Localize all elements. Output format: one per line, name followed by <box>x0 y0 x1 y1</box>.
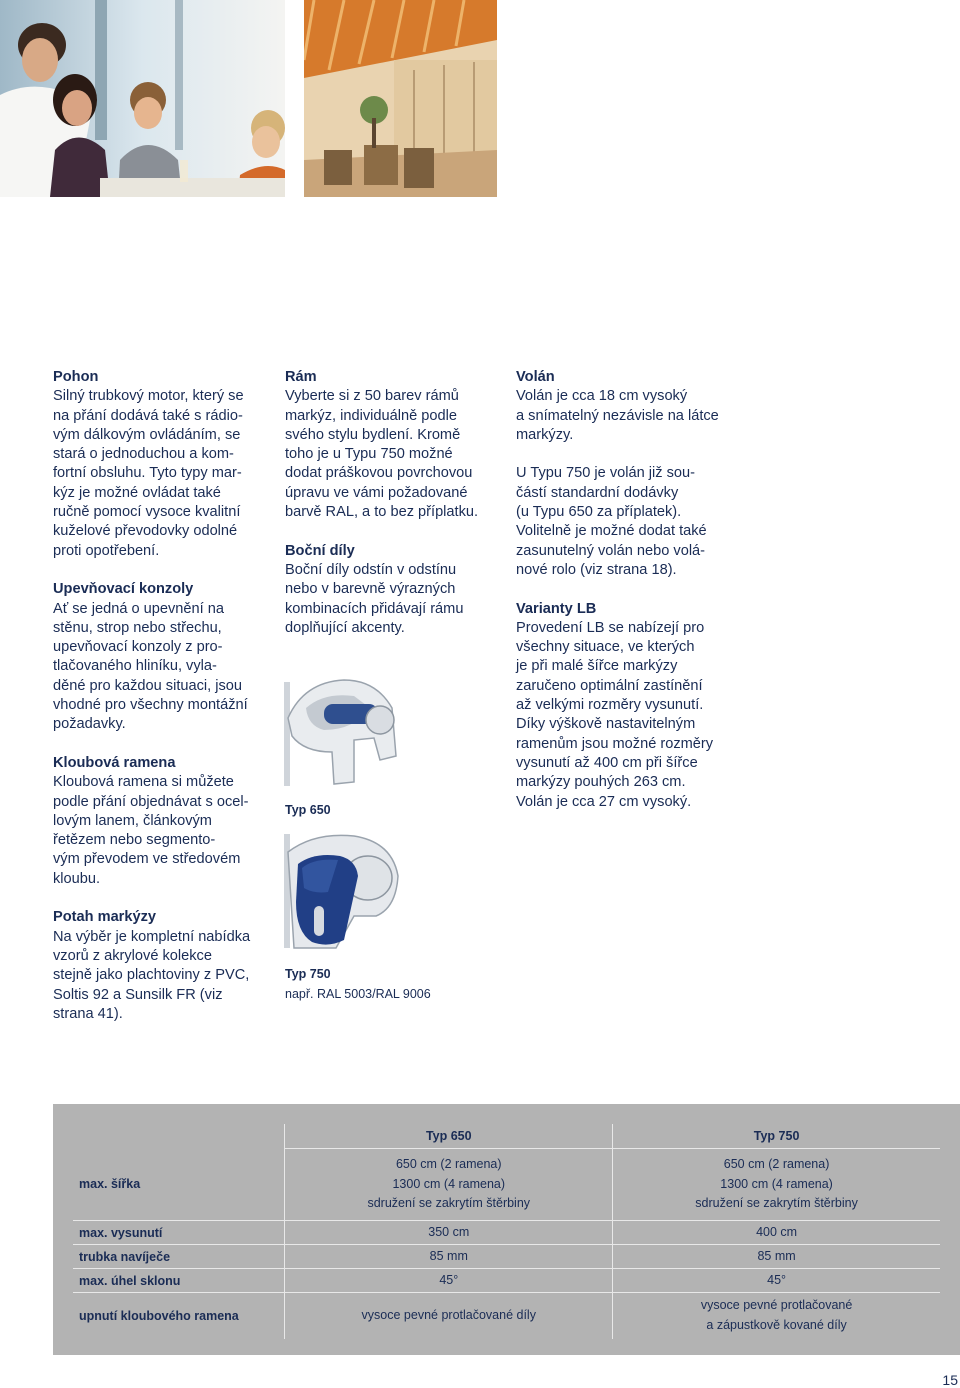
table-header-row <box>73 1124 940 1149</box>
section-kloubova-ramena <box>53 754 278 889</box>
middle-column <box>285 368 510 657</box>
section-potah-markyzy <box>53 908 278 1024</box>
table-row <box>73 1269 940 1293</box>
row-value-750: 650 cm (2 ramena) 1300 cm (4 ramena) sdružení se zakrytím štěrbiny <box>613 1149 940 1221</box>
section-text: Volán je cca 18 cm vysoký a snímatelný nezávisle na látce markýzy. <box>516 388 719 443</box>
page-number: 15 <box>942 1372 958 1388</box>
spec-table <box>73 1124 940 1339</box>
section-text: Kloubová ramena si můžete podle přání objednávat s ocel- lovým lanem, článkovým řetězem nebo segmento- vým převodem ve středovém kloubu. <box>53 774 249 887</box>
section-text: Vyberte si z 50 barev rámů markýz, individuálně podle svého stylu bydlení. Kromě toho je u Typu 750 možné dodat práškovou povrchovou úpravu ve vámi požadované barvě RAL, a to bez příplatku. <box>285 388 479 521</box>
row-label: max. úhel sklonu <box>73 1269 285 1293</box>
section-text: Provedení LB se nabízejí pro všechny situace, ve kterých je při malé šířce markýzy zaručeno optimální zastínění až velkými rozměry vysunutí. Díky výškově nastavitelným ramenům jsou možné rozměry vysunutí až 400 cm při šířce markýzy pouhých 263 cm. Volán je cca 27 cm vysoký. <box>516 619 714 810</box>
spec-table-panel <box>53 1104 960 1355</box>
row-label: max. vysunutí <box>73 1221 285 1245</box>
section-heading: Rám <box>285 369 317 385</box>
section-text: Boční díly odstín v odstínu nebo v barevně výrazných kombinacích přidávají rámu doplňující akcenty. <box>285 561 464 636</box>
section-bocni-dily <box>285 542 510 638</box>
row-value-650: 350 cm <box>285 1221 613 1245</box>
section-heading: Pohon <box>53 369 99 385</box>
section-text: Silný trubkový motor, který se na přání dodává také s rádio- vým dálkovým ovládáním, se stará o jednoduchou a kom- fortní obsluhu. Tyto typy mar- kýz je možné ovládat také ručně pomocí vysoce kvalitní kuželové převodovky odolné proti opotřebení. <box>53 388 244 559</box>
section-upevnovaci-konzoly <box>53 580 278 734</box>
row-value-750: 400 cm <box>613 1221 940 1245</box>
section-volan-continued <box>516 464 756 580</box>
row-value-750: 85 mm <box>613 1245 940 1269</box>
row-value-650: 650 cm (2 ramena) 1300 cm (4 ramena) sdružení se zakrytím štěrbiny <box>285 1149 613 1221</box>
section-heading: Volán <box>516 369 555 385</box>
section-ram <box>285 368 510 522</box>
table-header-typ-750: Typ 750 <box>613 1124 940 1149</box>
row-label: upnutí kloubového ramena <box>73 1293 285 1339</box>
section-text: U Typu 750 je volán již sou- částí standardní dodávky (u Typu 650 za příplatek). Volitelně je možné dodat také zasunutelný volán nebo volá- nové rolo (viz strana 18). <box>516 465 707 578</box>
row-value-650: 45° <box>285 1269 613 1293</box>
section-heading: Kloubová ramena <box>53 754 176 771</box>
row-label: trubka navíječe <box>73 1245 285 1269</box>
table-header-empty <box>73 1124 285 1149</box>
section-volan <box>516 368 756 445</box>
table-row <box>73 1245 940 1269</box>
section-heading: Boční díly <box>285 542 355 559</box>
row-value-750: vysoce pevné protlačované a zápustkově kované díly <box>613 1293 940 1339</box>
section-varianty-lb <box>516 600 756 812</box>
typ-650-caption <box>285 800 331 820</box>
caption-title: Typ 750 <box>285 967 331 981</box>
typ-750-side-part-image <box>284 832 404 952</box>
table-header-typ-650: Typ 650 <box>285 1124 613 1149</box>
left-column <box>53 368 278 1043</box>
caption-note: např. RAL 5003/RAL 9006 <box>285 987 431 1001</box>
section-heading: Potah markýzy <box>53 909 157 926</box>
right-column <box>516 368 756 831</box>
section-pohon <box>53 368 278 561</box>
table-row <box>73 1221 940 1245</box>
terrace-awning-photo <box>304 0 497 197</box>
row-value-650: vysoce pevné protlačované díly <box>285 1293 613 1339</box>
typ-650-side-part-image <box>284 678 404 790</box>
caption-title: Typ 650 <box>285 803 331 817</box>
section-heading: Upevňovací konzoly <box>53 581 194 598</box>
section-text: Na výběr je kompletní nabídka vzorů z akrylové kolekce stejně jako plachtoviny z PVC, Soltis 92 a Sunsilk FR (viz strana 41). <box>53 928 251 1022</box>
typ-750-caption <box>285 964 431 1004</box>
section-heading: Varianty LB <box>516 600 597 617</box>
table-row <box>73 1293 940 1339</box>
row-value-750: 45° <box>613 1269 940 1293</box>
row-label: max. šířka <box>79 1177 141 1192</box>
family-photo <box>0 0 285 197</box>
section-text: Ať se jedná o upevnění na stěnu, strop nebo střechu, upevňovací konzoly z pro- tlačovaného hliníku, vyla- děné pro každou situaci, jsou vhodné pro všechny montážní požadavky. <box>53 600 248 733</box>
row-value-650: 85 mm <box>285 1245 613 1269</box>
table-row <box>73 1149 940 1221</box>
